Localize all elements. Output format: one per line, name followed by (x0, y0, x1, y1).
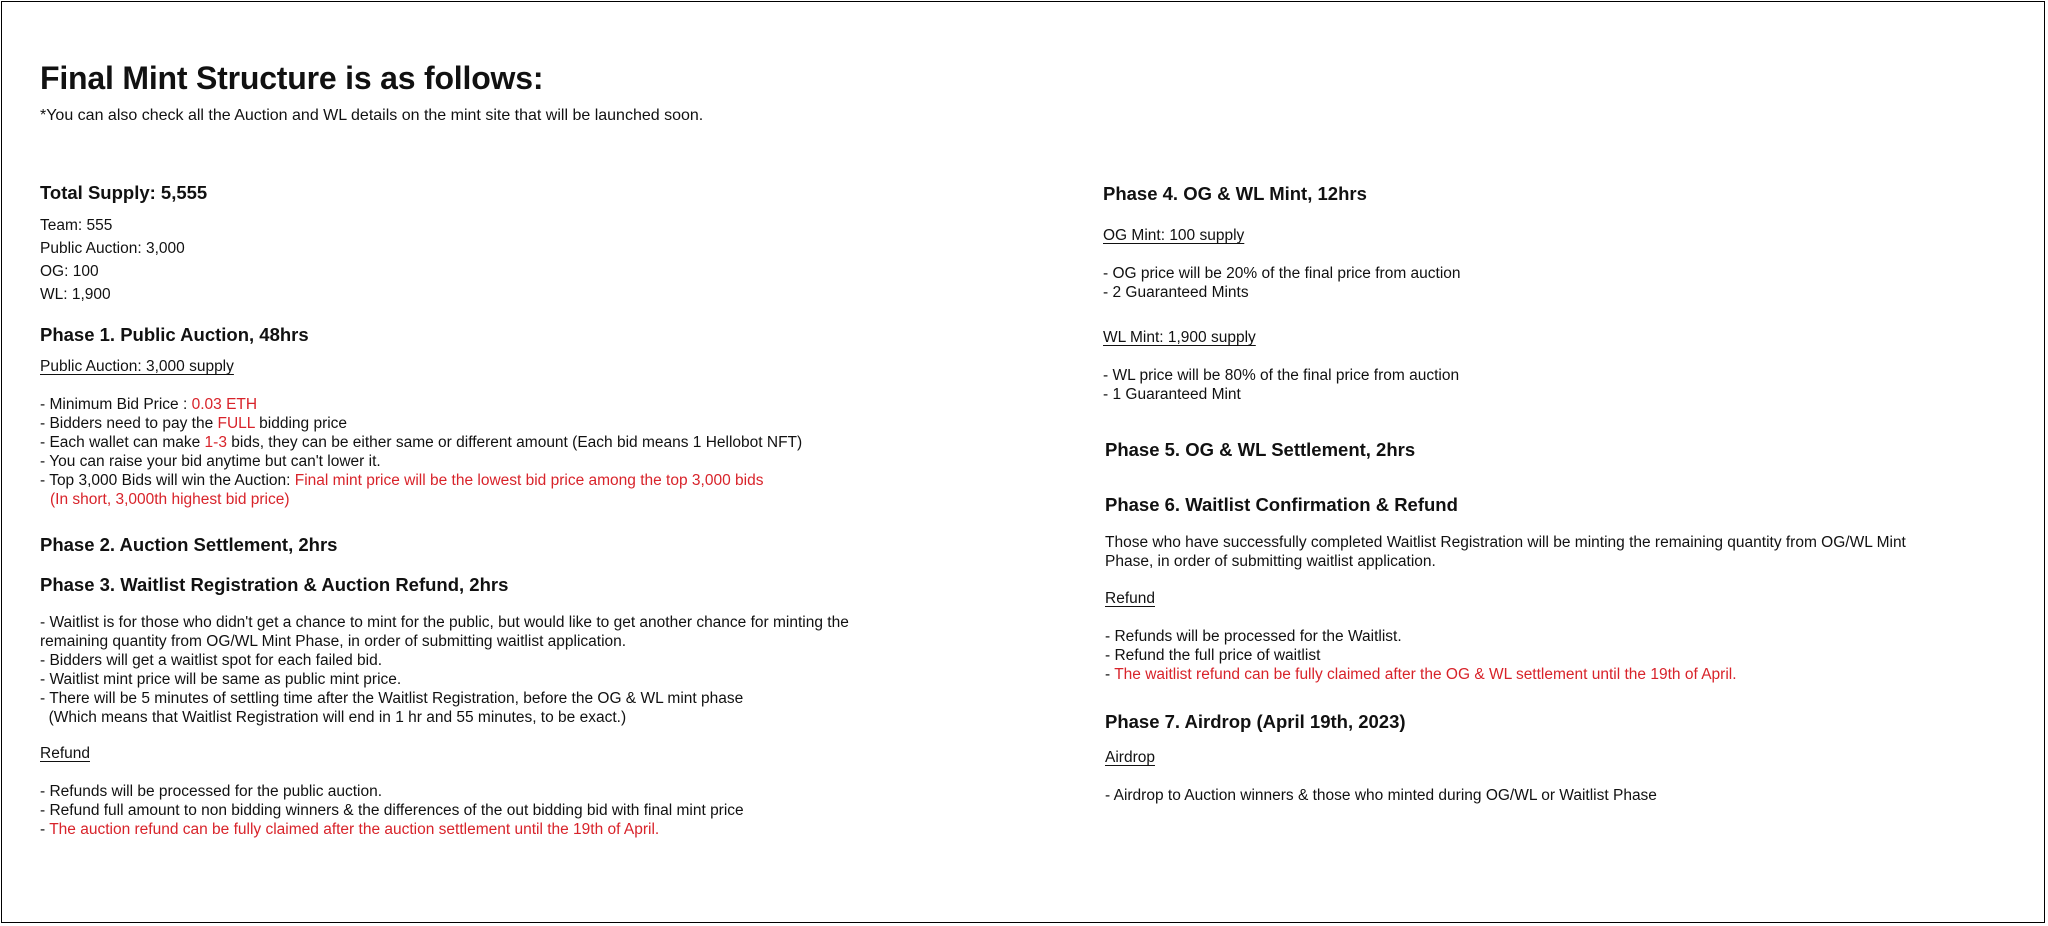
bids-text-a: - Each wallet can make (40, 434, 205, 451)
phase2-heading: Phase 2. Auction Settlement, 2hrs (40, 534, 338, 555)
phase1-line-bids-per-wallet (40, 433, 802, 452)
supply-item-public-auction: Public Auction: 3,000 (40, 240, 185, 257)
phase1-line-raise-bid: - You can raise your bid anytime but can't lower it. (40, 453, 381, 470)
full-price-text-c: bidding price (254, 415, 348, 432)
waitlist-refund-highlight: The waitlist refund can be fully claimed after the OG & WL settlement until the 19th of April. (1114, 666, 1737, 683)
total-supply-heading: Total Supply: 5,555 (40, 182, 208, 203)
min-bid-label: - Minimum Bid Price : (40, 396, 192, 413)
waitlist-refund-dash: - (1105, 666, 1115, 683)
phase6-paragraph-line: Phase, in order of submitting waitlist application. (1105, 553, 1436, 570)
phase6-refund-title: Refund (1105, 590, 1155, 607)
phase1-line-full-price (40, 414, 347, 433)
airdrop-line: - Airdrop to Auction winners & those who minted during OG/WL or Waitlist Phase (1105, 787, 1657, 804)
supply-item-og: OG: 100 (40, 263, 99, 280)
phase3-refund-title: Refund (40, 745, 90, 762)
phase3-refund-claim-line (40, 820, 659, 839)
phase3-heading: Phase 3. Waitlist Registration & Auction Refund, 2hrs (40, 574, 509, 595)
refund-dash: - (40, 821, 50, 838)
airdrop-title: Airdrop (1105, 749, 1155, 766)
supply-item-wl: WL: 1,900 (40, 286, 111, 303)
bids-highlight: 1-3 (204, 434, 227, 451)
page-note: *You can also check all the Auction and WL details on the mint site that will be launched soon. (40, 107, 704, 124)
full-price-text-a: - Bidders need to pay the (40, 415, 218, 432)
phase1-heading: Phase 1. Public Auction, 48hrs (40, 324, 309, 345)
supply-item-team: Team: 555 (40, 217, 113, 234)
og-mint-line: - OG price will be 20% of the final price from auction (1103, 265, 1461, 282)
page-title: Final Mint Structure is as follows: (40, 60, 544, 96)
phase7-heading: Phase 7. Airdrop (April 19th, 2023) (1105, 711, 1406, 732)
phase1-line-in-short: (In short, 3,000th highest bid price) (50, 491, 290, 508)
wl-mint-line: - 1 Guaranteed Mint (1103, 386, 1241, 403)
phase3-line: remaining quantity from OG/WL Mint Phase, in order of submitting waitlist application. (40, 633, 627, 650)
wl-mint-title: WL Mint: 1,900 supply (1103, 329, 1256, 346)
phase3-line: - Waitlist mint price will be same as public mint price. (40, 671, 402, 688)
phase3-refund-line: - Refund full amount to non bidding winners & the differences of the out bidding bid with final mint price (40, 802, 744, 819)
phase4-heading: Phase 4. OG & WL Mint, 12hrs (1103, 183, 1367, 204)
phase5-heading: Phase 5. OG & WL Settlement, 2hrs (1105, 439, 1416, 460)
og-mint-title: OG Mint: 100 supply (1103, 227, 1245, 244)
phase3-line: - Bidders will get a waitlist spot for each failed bid. (40, 652, 383, 669)
phase6-refund-claim-line (1105, 665, 1737, 684)
phase1-line-min-bid (40, 395, 257, 414)
auction-refund-highlight: The auction refund can be fully claimed after the auction settlement until the 19th of April. (49, 821, 660, 838)
phase6-paragraph-line: Those who have successfully completed Waitlist Registration will be minting the remaining quantity from OG/WL Mint (1105, 534, 1906, 551)
min-bid-value: 0.03 ETH (191, 396, 258, 413)
phase3-line: - Waitlist is for those who didn't get a chance to mint for the public, but would like to get another chance for minting the (40, 614, 849, 631)
phase3-line: - There will be 5 minutes of settling time after the Waitlist Registration, before the OG & WL mint phase (40, 690, 744, 707)
bids-text-c: bids, they can be either same or different amount (Each bid means 1 Hellobot NFT) (226, 434, 803, 451)
phase3-line: (Which means that Waitlist Registration will end in 1 hr and 55 minutes, to be exact.) (40, 709, 627, 726)
phase1-subheading: Public Auction: 3,000 supply (40, 358, 234, 375)
phase3-refund-line: - Refunds will be processed for the public auction. (40, 783, 383, 800)
full-price-highlight: FULL (217, 415, 255, 432)
phase6-heading: Phase 6. Waitlist Confirmation & Refund (1105, 494, 1458, 515)
og-mint-line: - 2 Guaranteed Mints (1103, 284, 1249, 301)
top-bids-text: - Top 3,000 Bids will win the Auction: (40, 472, 295, 489)
phase6-refund-line: - Refund the full price of waitlist (1105, 647, 1321, 664)
wl-mint-line: - WL price will be 80% of the final price from auction (1103, 367, 1460, 384)
final-price-highlight: Final mint price will be the lowest bid price among the top 3,000 bids (294, 472, 764, 489)
phase6-refund-line: - Refunds will be processed for the Waitlist. (1105, 628, 1402, 645)
phase1-line-top-bids (40, 471, 763, 490)
